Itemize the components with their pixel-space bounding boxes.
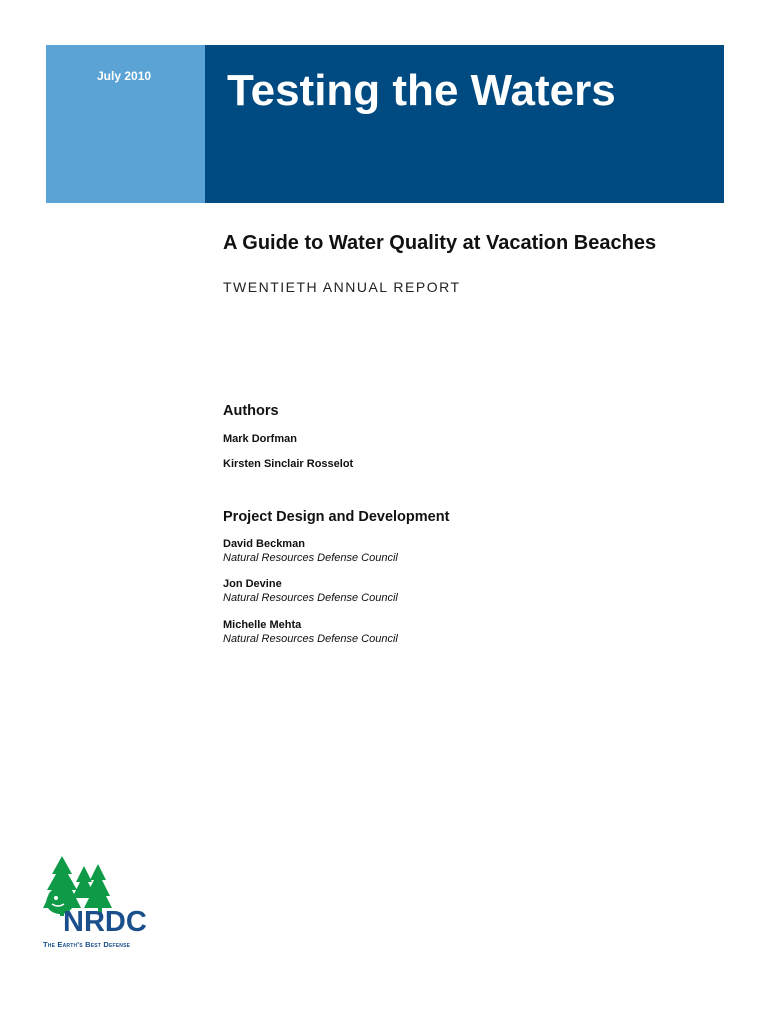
publication-date: July 2010 — [97, 69, 152, 83]
contributor-org: Natural Resources Defense Council — [223, 633, 398, 645]
contributor-name: Jon Devine — [223, 578, 282, 590]
nrdc-tagline: The Earth's Best Defense — [43, 940, 131, 949]
author-name: Mark Dorfman — [223, 433, 297, 445]
report-title: Testing the Waters — [227, 66, 616, 115]
edition-label: TWENTIETH ANNUAL REPORT — [223, 279, 461, 295]
contributor-name: Michelle Mehta — [223, 619, 302, 631]
contributor-name: David Beckman — [223, 538, 305, 550]
author-name: Kirsten Sinclair Rosselot — [223, 458, 354, 470]
report-subtitle: A Guide to Water Quality at Vacation Beaches — [223, 232, 657, 254]
banner-date-panel — [46, 45, 205, 203]
project-heading: Project Design and Development — [223, 509, 450, 525]
contributor-org: Natural Resources Defense Council — [223, 592, 398, 604]
nrdc-wordmark: NRDC — [63, 906, 147, 938]
contributor-org: Natural Resources Defense Council — [223, 552, 398, 564]
banner-title-panel — [205, 45, 724, 203]
authors-heading: Authors — [223, 403, 279, 419]
